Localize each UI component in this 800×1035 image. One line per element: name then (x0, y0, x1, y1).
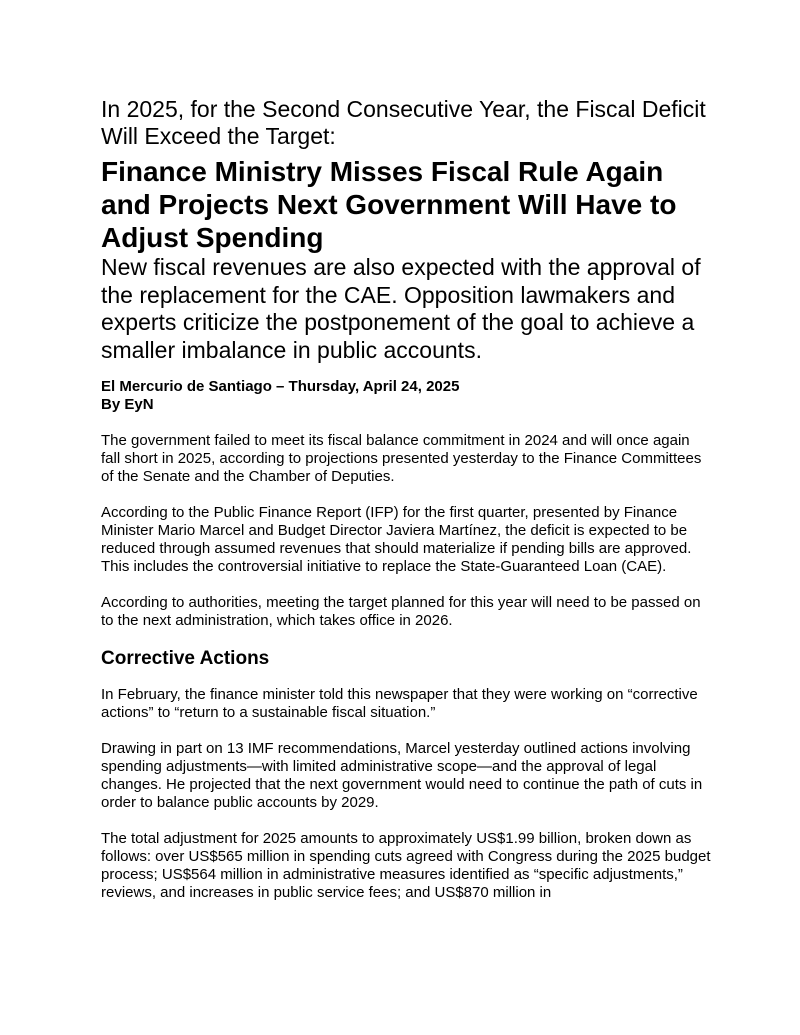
source-line: El Mercurio de Santiago – Thursday, April 24, 2025 (101, 378, 460, 395)
paragraph: The government failed to meet its fiscal balance commitment in 2024 and will once again fall short in 2025, according to projections presented yesterday to the Finance Committees of the Senate and the Chamber of Deputies. (101, 432, 702, 485)
paragraph: The total adjustment for 2025 amounts to approximately US$1.99 billion, broken down as follows: over US$565 million in spending cuts agreed with Congress during the 2025 budget process; US$564 million in administrative measures identified as “specific adjustments,” reviews, and increases in public service fees; and US$870 million in (101, 830, 711, 901)
author-line: By EyN (101, 396, 154, 413)
paragraph: According to authorities, meeting the target planned for this year will need to be passed on to the next administration, which takes office in 2026. (101, 594, 701, 629)
article-kicker: In 2025, for the Second Consecutive Year, the Fiscal Deficit Will Exceed the Target: (101, 96, 706, 149)
article (101, 96, 711, 920)
paragraph: In February, the finance minister told this newspaper that they were working on “corrective actions” to “return to a sustainable fiscal situation.” (101, 686, 698, 721)
byline (101, 378, 711, 414)
article-headline: Finance Ministry Misses Fiscal Rule Again and Projects Next Government Will Have to Adjust Spending (101, 156, 677, 253)
paragraph: Drawing in part on 13 IMF recommendations, Marcel yesterday outlined actions involving spending adjustments—with limited administrative scope—and the approval of legal changes. He projected that the next government would need to continue the path of cuts in order to balance public accounts by 2029. (101, 740, 703, 811)
section-heading: Corrective Actions (101, 648, 270, 669)
article-subheadline: New fiscal revenues are also expected with the approval of the replacement for the CAE. Opposition lawmakers and experts criticize the postponement of the goal to achieve a smaller imbalance in public accounts. (101, 254, 701, 363)
paragraph: According to the Public Finance Report (IFP) for the first quarter, presented by Finance Minister Mario Marcel and Budget Director Javiera Martínez, the deficit is expected to be reduced through assumed revenues that should materialize if pending bills are approved. This includes the controversial initiative to replace the State-Guaranteed Loan (CAE). (101, 504, 692, 575)
